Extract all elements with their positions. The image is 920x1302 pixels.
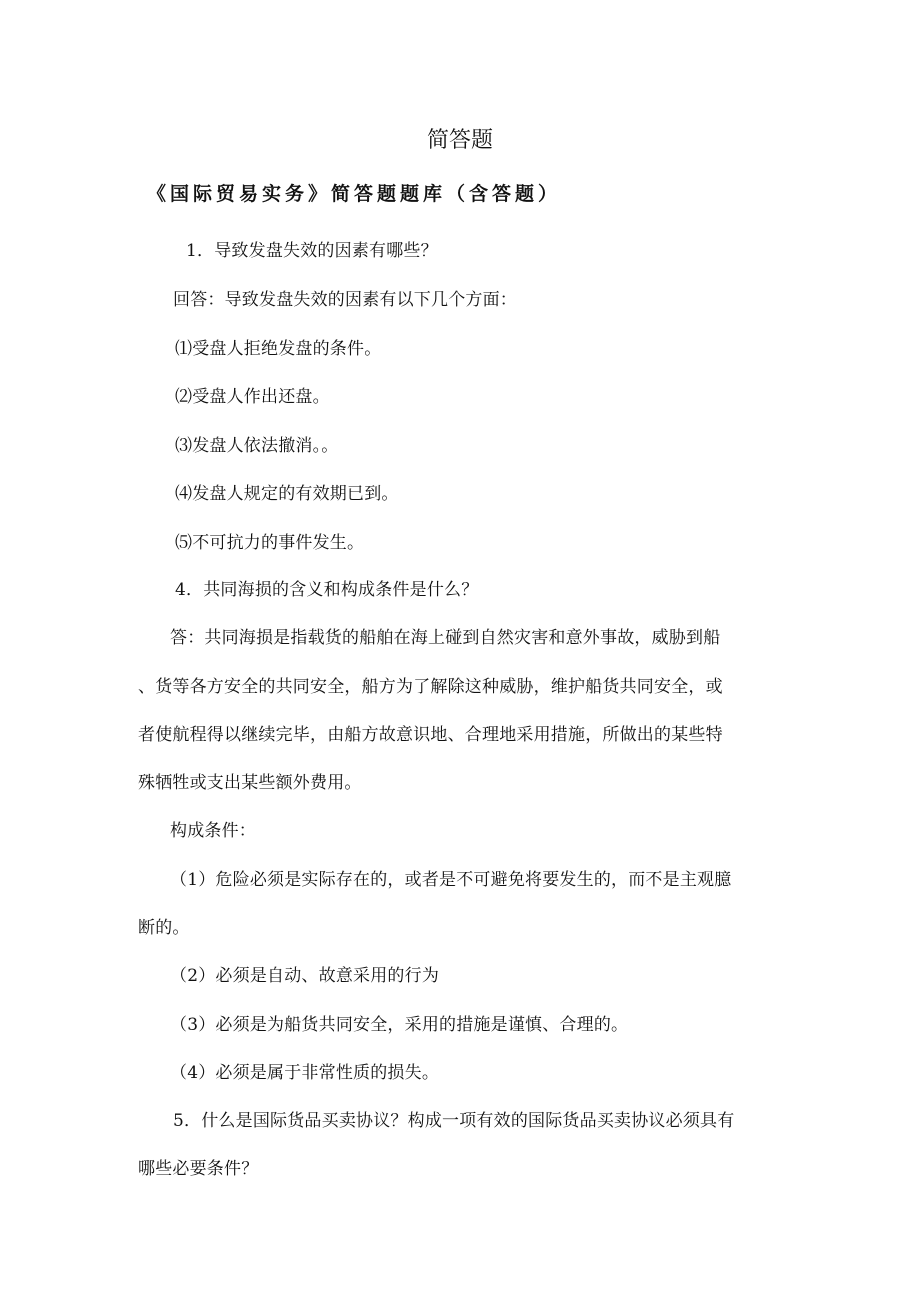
- condition-4: （4）必须是属于非常性质的损失。: [170, 1063, 440, 1083]
- conditions-heading: 构成条件：: [170, 821, 256, 841]
- answer-1-item-4: ⑷发盘人规定的有效期已到。: [175, 484, 399, 504]
- answer-1-item-2: ⑵受盘人作出还盘。: [175, 387, 330, 407]
- question-1: 1．导致发盘失效的因素有哪些？: [186, 241, 438, 261]
- condition-1-line-2: 断的。: [138, 918, 190, 938]
- condition-1-line-1: （1）危险必须是实际存在的，或者是不可避免将要发生的，而不是主观臆: [170, 870, 732, 890]
- answer-4-line-4: 殊牺牲或支出某些额外费用。: [138, 773, 362, 793]
- answer-1-item-5: ⑸不可抗力的事件发生。: [175, 533, 365, 553]
- question-4: 4．共同海损的含义和构成条件是什么？: [175, 580, 479, 600]
- answer-4-line-2: 、货等各方安全的共同安全，船方为了解除这种威胁，维护船货共同安全，或: [138, 677, 723, 697]
- condition-3: （3）必须是为船货共同安全，采用的措施是谨慎、合理的。: [170, 1015, 629, 1035]
- answer-4-line-3: 者使航程得以继续完毕，由船方故意识地、合理地采用措施，所做出的某些特: [138, 725, 723, 745]
- question-5-line-2: 哪些必要条件？: [138, 1159, 259, 1179]
- answer-4-line-1: 答：共同海损是指载货的船舶在海上碰到自然灾害和意外事故，威胁到船: [170, 628, 721, 648]
- answer-1-intro: 回答：导致发盘失效的因素有以下几个方面：: [173, 290, 517, 310]
- page-title: 简答题: [426, 128, 493, 153]
- answer-1-item-1: ⑴受盘人拒绝发盘的条件。: [175, 339, 382, 359]
- answer-1-item-3: ⑶发盘人依法撤消。。: [175, 436, 339, 456]
- document-subtitle: 《国际贸易实务》简答题题库（含答题）: [147, 183, 562, 205]
- question-5-line-1: 5．什么是国际货品买卖协议？构成一项有效的国际货品买卖协议必须具有: [173, 1111, 735, 1131]
- condition-2: （2）必须是自动、故意采用的行为: [170, 966, 440, 986]
